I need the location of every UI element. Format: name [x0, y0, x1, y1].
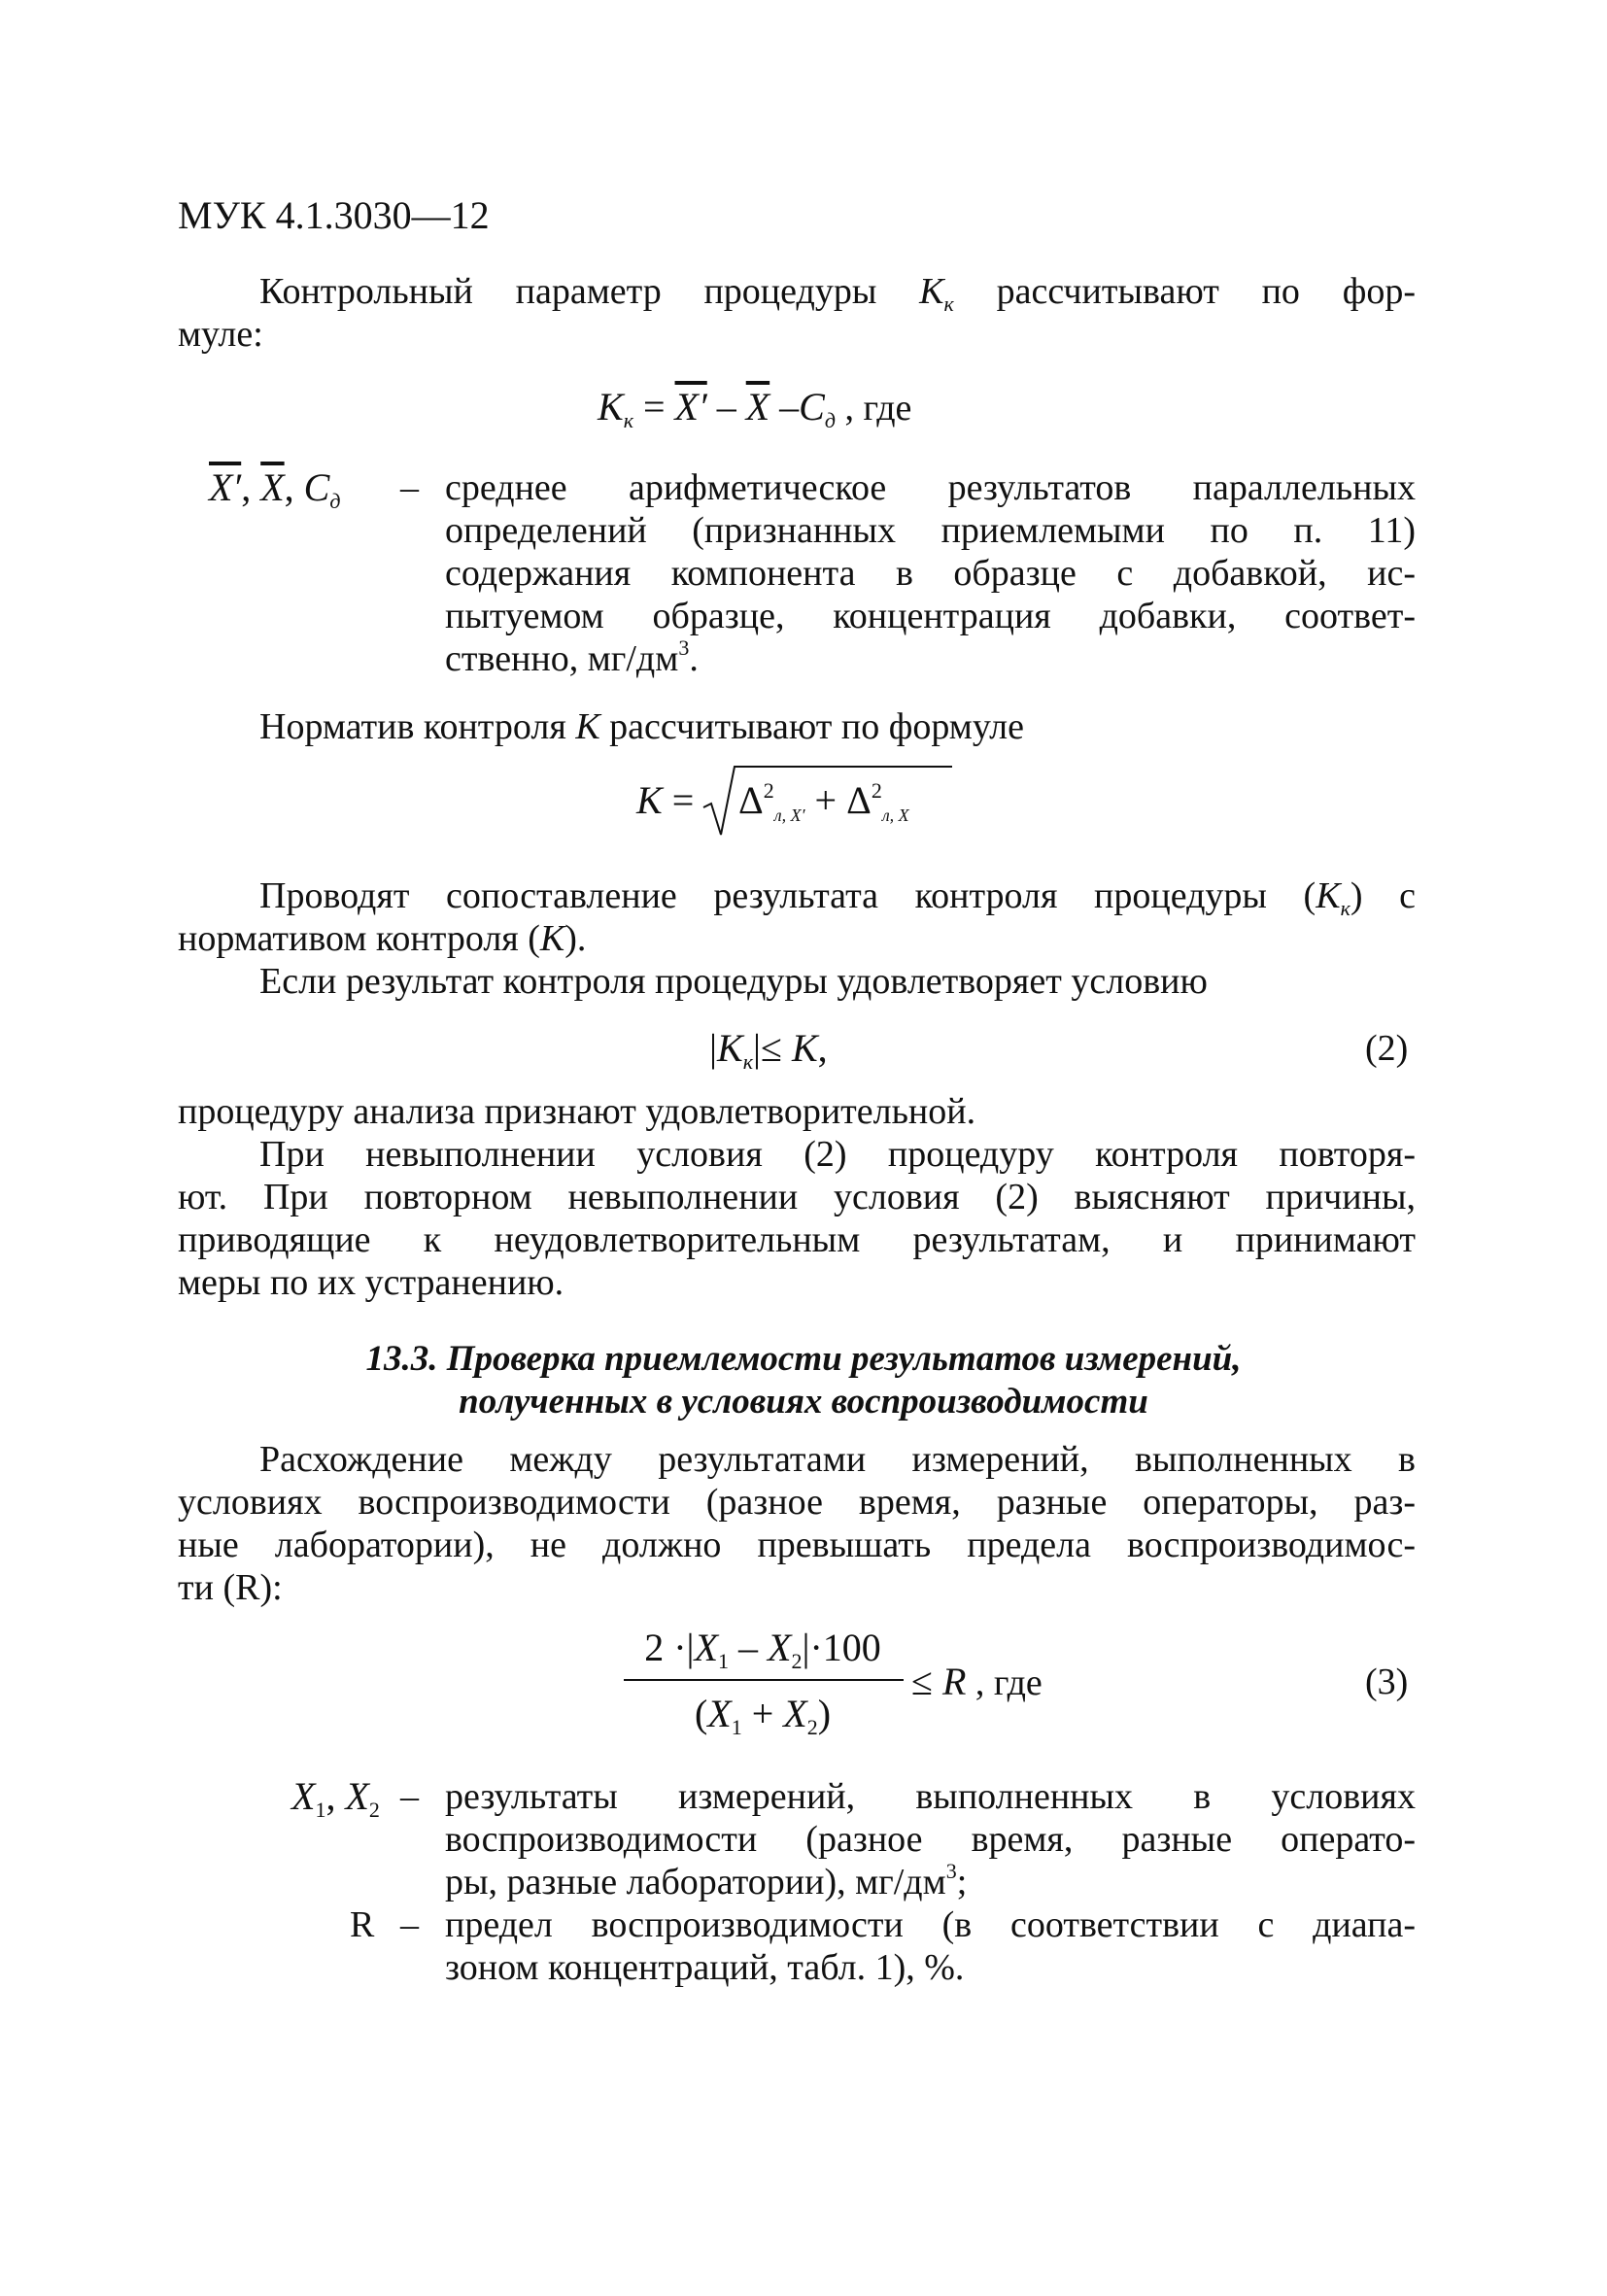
- definition-symbols: [291, 1773, 380, 1822]
- text: ).: [564, 918, 587, 959]
- formula-condition-2: [709, 1025, 828, 1074]
- plus: +: [804, 778, 847, 822]
- definition-dash: –: [400, 1776, 419, 1817]
- formula-var: K: [636, 778, 663, 822]
- formula-var: K: [717, 1026, 743, 1070]
- definition-line: содержания компонента в образце с добавкой, ис-: [445, 553, 1416, 594]
- subscript: к: [623, 408, 633, 432]
- paragraph-norm: [259, 705, 1024, 748]
- abs-bar: |: [753, 1026, 762, 1070]
- delta: Δ: [738, 778, 764, 822]
- text: ры, разные лаборатории), мг/дм: [445, 1862, 946, 1902]
- text: Проводят сопоставление результата контроля процедуры (: [259, 875, 1316, 916]
- paragraph-intro-line2: муле:: [178, 314, 263, 355]
- text: ) с: [1350, 875, 1416, 916]
- formula-var: X: [707, 1692, 732, 1735]
- definition-line: результаты измерений, выполненных в условиях: [445, 1776, 1416, 1817]
- definition-line: [445, 1861, 967, 1903]
- paragraph-condition: Если результат контроля процедуры удовлетворяет условию: [259, 961, 1208, 1002]
- paragraph-repeat-line: меры по их устранению.: [178, 1262, 564, 1303]
- subscript: к: [742, 1049, 753, 1074]
- formula-radicand: [738, 777, 909, 823]
- mean-x-prime: X′: [674, 385, 707, 428]
- text: Контрольный параметр процедуры: [259, 271, 920, 312]
- paragraph-repeat-line: При невыполнении условия (2) процедуру контроля повторя-: [259, 1134, 1416, 1175]
- formula-var: X: [768, 1626, 792, 1669]
- paragraph-intro-line1: [259, 270, 1416, 316]
- page-header: МУК 4.1.3030—12: [178, 193, 490, 237]
- definition-dash: –: [400, 467, 419, 508]
- text: ;: [956, 1862, 968, 1902]
- text: |·100: [802, 1626, 881, 1669]
- text: ственно, мг/дм: [445, 638, 679, 679]
- minus: –: [706, 385, 746, 428]
- superscript: 2: [763, 778, 774, 803]
- section-heading: 13.3. Проверка приемлемости результатов измерений,: [365, 1339, 1242, 1379]
- paragraph-reproducibility-line: ные лаборатории), не должно превышать предела воспроизводимос-: [178, 1525, 1416, 1565]
- text: нормативом контроля (: [178, 918, 540, 959]
- formula-var: C: [799, 385, 825, 428]
- less-equal: ≤: [911, 1660, 942, 1703]
- formula-rhs: [911, 1659, 1043, 1704]
- plus: +: [741, 1692, 784, 1735]
- equation-number: (3): [1365, 1662, 1409, 1702]
- superscript: 3: [945, 1859, 957, 1883]
- formula-var: X: [345, 1774, 369, 1818]
- definition-line: предел воспроизводимости (в соответствии с диапа-: [445, 1904, 1416, 1945]
- definition-dash: –: [400, 1904, 419, 1945]
- paragraph-reproducibility-line: Расхождение между результатами измерений, выполненных в: [259, 1439, 1416, 1480]
- text: Норматив контроля: [259, 706, 576, 747]
- mean-x: $\overline{X}$: [745, 385, 770, 428]
- subscript: 2: [791, 1649, 803, 1673]
- subscript: 1: [731, 1715, 742, 1739]
- subscript: 1: [315, 1798, 326, 1822]
- text: рассчитывают по фор-: [953, 271, 1416, 312]
- fraction-denominator: [622, 1691, 904, 1739]
- subscript: д: [329, 489, 341, 513]
- formula-var: X: [291, 1774, 316, 1818]
- variable-k: K: [919, 271, 944, 312]
- subscript: 2: [806, 1715, 818, 1739]
- definition-line: воспроизводимости (разное время, разные операто-: [445, 1819, 1416, 1860]
- equals: =: [662, 778, 695, 822]
- definition-line: [445, 637, 699, 680]
- formula-var: X: [694, 1626, 718, 1669]
- definition-line: зоном концентраций, табл. 1), %.: [445, 1947, 965, 1988]
- formula-kk: [598, 384, 912, 432]
- paragraph-compare-line2: [178, 917, 586, 960]
- text: .: [689, 638, 699, 679]
- paren: (: [694, 1692, 708, 1735]
- definition-line: определений (признанных приемлемыми по п. 11): [445, 510, 1416, 551]
- fraction-numerator: [622, 1625, 904, 1673]
- subscript: д: [824, 408, 836, 432]
- formula-var: X: [783, 1692, 807, 1735]
- where-word: , где: [966, 1662, 1043, 1703]
- subscript: 1: [718, 1649, 729, 1673]
- delta: Δ: [846, 778, 872, 822]
- formula-var: K: [598, 385, 624, 428]
- paragraph-reproducibility-line: условиях воспроизводимости (разное время, разные операторы, раз-: [178, 1482, 1416, 1523]
- variable-k: K: [575, 706, 600, 747]
- mean-x: $\overline{X}$: [260, 465, 285, 509]
- formula-var: C: [303, 465, 330, 509]
- definition-line: пытуемом образце, концентрация добавки, соответ-: [445, 596, 1416, 636]
- subscript: л, X: [881, 805, 909, 825]
- mean-x-prime: X′: [209, 465, 242, 509]
- superscript: 3: [678, 635, 690, 660]
- equals: =: [633, 385, 675, 428]
- definition-symbols: X′, $\overline{X}$, $C_д$: [209, 465, 341, 513]
- less-equal: ≤: [761, 1026, 792, 1070]
- paragraph-satisfactory: процедуру анализа признают удовлетворительной.: [178, 1091, 976, 1132]
- paragraph-compare-line1: [259, 874, 1416, 920]
- where-word: , где: [836, 388, 912, 428]
- minus: –: [769, 385, 800, 428]
- section-heading: полученных в условиях воспроизводимости: [459, 1382, 1148, 1422]
- formula-k-sqrt: [636, 777, 694, 823]
- paren: ): [817, 1692, 832, 1735]
- formula-var: R: [941, 1660, 967, 1703]
- fraction-bar: [624, 1679, 904, 1681]
- comma: ,: [817, 1026, 828, 1070]
- definition-line: среднее арифметическое результатов параллельных: [445, 467, 1416, 508]
- variable-k: K: [539, 918, 565, 959]
- paragraph-reproducibility-line: ти (R):: [178, 1567, 283, 1608]
- text: 2 ·|: [644, 1626, 695, 1669]
- definition-symbols: R: [350, 1904, 375, 1945]
- superscript: 2: [871, 778, 882, 803]
- paragraph-repeat-line: приводящие к неудовлетворительным результатам, и принимают: [178, 1219, 1416, 1260]
- abs-bar: |: [709, 1026, 718, 1070]
- separator: ,: [325, 1774, 346, 1818]
- variable-k: K: [1316, 875, 1341, 916]
- paragraph-repeat-line: ют. При повторном невыполнении условия (2) выясняют причины,: [178, 1177, 1416, 1217]
- subscript: л, X′: [773, 805, 805, 825]
- subscript: к: [943, 291, 954, 316]
- equation-number: (2): [1365, 1028, 1409, 1069]
- formula-var: K: [791, 1026, 818, 1070]
- subscript: к: [1340, 896, 1351, 920]
- subscript: 2: [368, 1798, 380, 1822]
- minus: –: [729, 1626, 768, 1669]
- text: рассчитывают по формуле: [599, 706, 1024, 747]
